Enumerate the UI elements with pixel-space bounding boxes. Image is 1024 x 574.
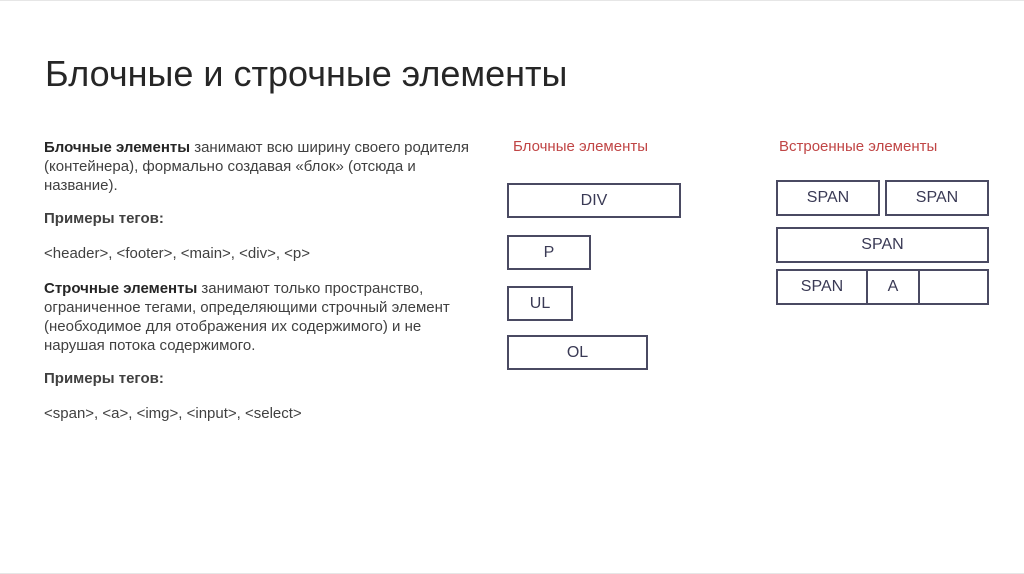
span-a-box (776, 269, 989, 305)
inline-diagram-label: Встроенные элементы (779, 138, 938, 155)
inline-description-text: занимают только пространство, ограниченное тегами, определяющими строчный элемент (необходимое для отображения их содержимого) и не нарушая потока содержимого. (44, 280, 450, 354)
a-box: A (866, 271, 920, 303)
inline-description (44, 279, 484, 355)
block-description-term: Блочные элементы (44, 139, 191, 156)
inline-examples-heading: Примеры тегов: (44, 370, 164, 387)
text-column (44, 138, 484, 423)
span-box-2: SPAN (885, 180, 989, 216)
inline-description-term: Строчные элементы (44, 280, 198, 297)
span-box-3: SPAN (800, 278, 844, 295)
span-box-1: SPAN (776, 180, 880, 216)
block-examples-list: <header>, <footer>, <main>, <div>, <p> (44, 245, 311, 262)
slide-title: Блочные и строчные элементы (45, 53, 568, 94)
block-description-text: занимают всю ширину своего родителя (контейнера), формально создавая «блок» (отсюда и название). (44, 139, 470, 194)
block-diagram-label: Блочные элементы (513, 138, 649, 155)
span-box-wide: SPAN (776, 227, 989, 263)
p-box: P (507, 235, 591, 270)
div-box: DIV (507, 183, 681, 218)
ol-box: OL (507, 335, 648, 370)
ul-box: UL (507, 286, 573, 321)
inline-examples-list: <span>, <a>, <img>, <input>, <select> (44, 405, 302, 422)
block-description (44, 138, 484, 195)
block-examples-heading: Примеры тегов: (44, 210, 164, 227)
